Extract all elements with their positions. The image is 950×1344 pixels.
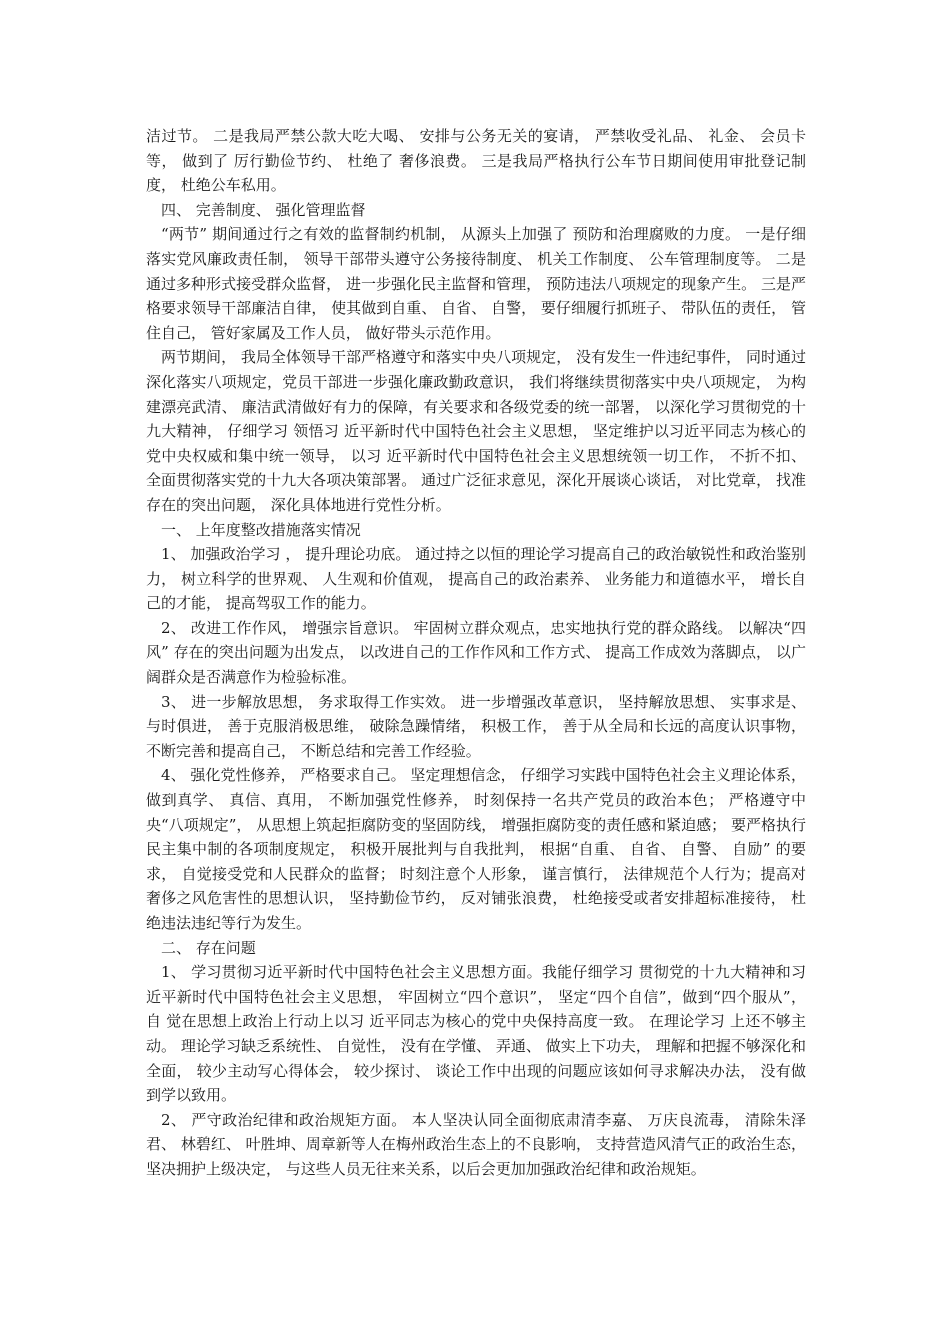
- body-paragraph: 洁过节。 二是我局严禁公款大吃大喝、 安排与公务无关的宴请， 严禁收受礼品、 礼金、 会员卡等， 做到了 厉行勤俭节约、 杜绝了 奢侈浪费。 三是我局严格执行公车节日期间使用审批登记制度， 杜绝公车私用。: [146, 127, 806, 195]
- body-paragraph: 2、 改进工作作风， 增强宗旨意识。 牢固树立群众观点，忠实地执行党的群众路线。 以解决“四风” 存在的突出问题为出发点， 以改进自己的工作作风和工作方式、 提高工作成效为落脚点， 以广阔群众是否满意作为检验标准。: [146, 618, 806, 687]
- section-heading: 四、 完善制度、 强化管理监督: [161, 200, 366, 219]
- body-paragraph: 1、 加强政治学习 ， 提升理论功底。 通过持之以恒的理论学习提高自己的政治敏锐性和政治鉴别力， 树立科学的世界观、 人生观和价值观， 提高自己的政治素养、 业务能力和道德水平， 增长自己的才能， 提高驾驭工作的能力。: [146, 545, 806, 613]
- document-page: [146, 124, 806, 1182]
- body-paragraph: 2、 严守政治纪律和政治规矩方面。 本人坚决认同全面彻底肃清李嘉、 万庆良流毒， 清除朱泽君、 林碧红、 叶胜坤、周章新等人在梅州政治生态上的不良影响， 支持营造风清气正的政治生态， 坚决拥护上级决定， 与这些人员无往来关系，以后会更加加强政治纪律和政治规矩。: [146, 1110, 806, 1178]
- section-heading: 二、 存在问题: [161, 938, 256, 957]
- body-paragraph: 1、 学习贯彻习近平新时代中国特色社会主义思想方面。我能仔细学习 贯彻党的十九大精神和习 近平新时代中国特色社会主义思想， 牢固树立“四个意识”， 坚定“四个自信”，做到“四个服从”， 自 觉在思想上政治上行动上以习 近平同志为核心的党中央保持高度一致。 在理论学习 上还不够主动。 理论学习缺乏系统性、 自觉性， 没有在学懂、 弄通、 做实上下功夫， 理解和把握不够深化和全面， 较少主动写心得体会， 较少探讨、 谈论工作中出现的问题应该如何寻求解决办法， 没有做到学以致用。: [146, 963, 806, 1105]
- body-paragraph: 3、 进一步解放思想， 务求取得工作实效。 进一步增强改革意识， 坚持解放思想、 实事求是、 与时俱进， 善于克服消极思维， 破除急躁情绪， 积极工作， 善于从全局和长远的高度认识事物， 不断完善和提高自己， 不断总结和完善工作经验。: [146, 692, 806, 760]
- body-paragraph: 两节期间， 我局全体领导干部严格遵守和落实中央八项规定， 没有发生一件违纪事件， 同时通过深化落实八项规定，党员干部进一步强化廉政勤政意识， 我们将继续贯彻落实中央八项规定， 为构建漂亮武清、 廉洁武清做好有力的保障，有关要求和各级党委的统一部署， 以深化学习贯彻党的十九大精神， 仔细学习 领悟习 近平新时代中国特色社会主义思想， 坚定维护以习近平同志为核心的党中央权威和集中统一领导， 以习 近平新时代中国特色社会主义思想统领一切工作， 不折不扣、 全面贯彻落实党的十九大各项决策部署。 通过广泛征求意见，深化开展谈心谈话， 对比党章， 找准存在的突出问题， 深化具体地进行党性分析。: [146, 348, 806, 514]
- section-heading: 一、 上年度整改措施落实情况: [161, 520, 361, 539]
- body-paragraph: 4、 强化党性修养， 严格要求自己。 坚定理想信念， 仔细学习实践中国特色社会主义理论体系， 做到真学、 真信、真用， 不断加强党性修养， 时刻保持一名共产党员的政治本色； 严格遵守中央“八项规定”， 从思想上筑起拒腐防变的坚固防线， 增强拒腐防变的责任感和紧迫感； 要严格执行民主集中制的各项制度规定， 积极开展批判与自我批判， 根据“自重、 自省、 自警、 自励” 的要求， 自觉接受党和人民群众的监督； 时刻注意个人形象， 谨言慎行， 法律规范个人行为；提高对奢侈之风危害性的思想认识， 坚持勤俭节约， 反对铺张浪费， 杜绝接受或者安排超标准接待， 杜绝违法违纪等行为发生。: [146, 766, 806, 932]
- body-paragraph: “两节” 期间通过行之有效的监督制约机制， 从源头上加强了 预防和治理腐败的力度。 一是仔细落实党风廉政责任制， 领导干部带头遵守公务接待制度、 机关工作制度、 公车管理制度等。 二是通过多种形式接受群众监督， 进一步强化民主监督和管理， 预防违法八项规定的现象产生。 三是严格要求领导干部廉洁自律， 使其做到自重、 自省、 自警， 要仔细履行抓班子、 带队伍的责任， 管住自己， 管好家属及工作人员， 做好带头示范作用。: [146, 225, 806, 342]
